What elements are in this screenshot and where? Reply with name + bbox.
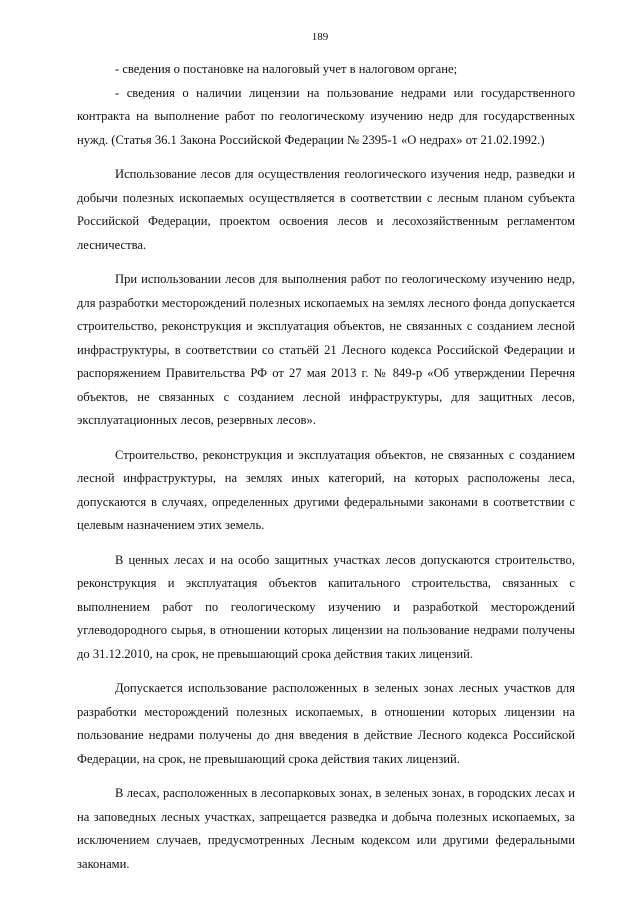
paragraph-construction-permitted: При использовании лесов для выполнения работ по геологическому изучению недр, для разработки месторождений полезных ископаемых на землях лесного фонда допускается строительство, реконструкция и эксплуатация объектов, не связанных с созданием лесной инфраструктуры, в соответствии со статьёй 21 Лесного кодекса Российской Федерации и распоряжением Правительства РФ от 27 мая 2013 г. № 849-р «Об утверждении Перечня объектов, не связанных с созданием лесной инфраструктуры, для защитных лесов, эксплуатационных лесов, резервных лесов». <box>77 272 575 427</box>
document-body <box>77 58 575 876</box>
paragraph-tax-registration: - сведения о постановке на налоговый учет в налоговом органе; <box>115 62 458 76</box>
paragraph-prohibition: В лесах, расположенных в лесопарковых зонах, в зеленых зонах, в городских лесах и на заповедных лесных участках, запрещается разведка и добыча полезных ископаемых, за исключением случаев, предусмотренных Лесным кодексом или другими федеральными законами. <box>77 786 575 871</box>
paragraph-forest-use: Использование лесов для осуществления геологического изучения недр, разведки и добычи полезных ископаемых осуществляется в соответствии с лесным планом субъекта Российской Федерации, проектом освоения лесов и лесохозяйственным регламентом лесничества. <box>77 167 575 252</box>
page-number: 189 <box>311 31 329 43</box>
paragraph-green-zones: Допускается использование расположенных в зеленых зонах лесных участков для разработки месторождений полезных ископаемых, в отношении которых лицензии на пользование недрами получены до дня введения в действие Лесного кодекса Российской Федерации, на срок, не превышающий срока действия таких лицензий. <box>77 681 575 766</box>
paragraph-valuable-forests: В ценных лесах и на особо защитных участках лесов допускаются строительство, реконструкция и эксплуатация объектов капитального строительства, связанных с выполнением работ по геологическому изучению и разработкой месторождений углеводородного сырья, в отношении которых лицензии на пользование недрами получены до 31.12.2010, на срок, не превышающий срока действия таких лицензий. <box>77 552 575 661</box>
paragraph-license-info: - сведения о наличии лицензии на пользование недрами или государственного контракта на выполнение работ по геологическому изучению недр для государственных нужд. (Статья 36.1 Закона Российской Федерации № 2395-1 «О недрах» от 21.02.1992.) <box>77 85 575 147</box>
paragraph-other-categories: Строительство, реконструкция и эксплуатация объектов, не связанных с созданием лесной инфраструктуры, на землях иных категорий, на которых расположены леса, допускаются в случаях, определенных другими федеральными законами в соответствии с целевым назначением этих земель. <box>77 447 575 532</box>
